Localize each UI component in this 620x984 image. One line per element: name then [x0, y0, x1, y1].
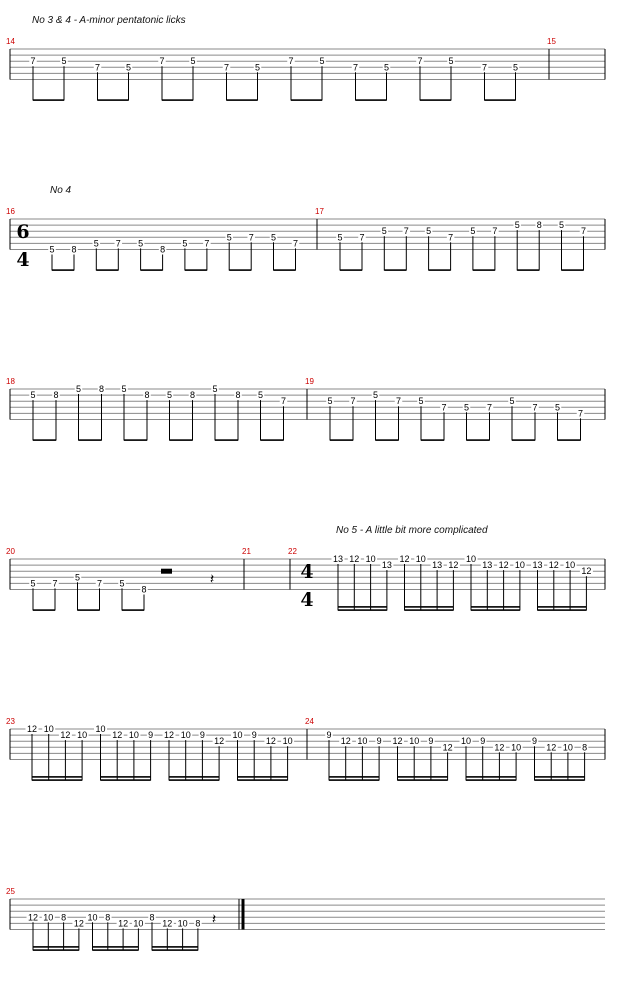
fret-number: 12: [442, 742, 453, 753]
fret-number: 5: [74, 572, 81, 583]
fret-number: 7: [403, 226, 409, 237]
measure-number: 19: [305, 377, 314, 386]
beam: [512, 439, 535, 441]
fret-number: 5: [509, 396, 515, 407]
fret-number: 10: [409, 736, 420, 747]
fret-number: 5: [30, 578, 36, 589]
beam: [227, 99, 258, 101]
fret-number: 7: [159, 56, 165, 67]
beam: [170, 439, 193, 441]
measure-number: 14: [6, 37, 15, 46]
beam: [558, 439, 581, 441]
fret-number: 9: [326, 730, 332, 741]
fret-number: 10: [565, 560, 576, 571]
fret-number: 5: [212, 384, 218, 394]
beam: [473, 269, 495, 271]
fret-number: 5: [514, 220, 520, 231]
fret-number: 5: [463, 402, 470, 413]
beam: [398, 776, 448, 778]
fret-number: 8: [98, 384, 105, 394]
beam: [340, 269, 362, 271]
fret-number: 8: [149, 912, 155, 923]
fret-number: 12: [392, 736, 403, 747]
beam: [405, 606, 454, 608]
beam: [420, 99, 451, 101]
fret-number: 5: [512, 62, 519, 73]
fret-number: 8: [144, 390, 150, 401]
fret-number: 9: [428, 736, 434, 747]
fret-number: 7: [350, 396, 356, 407]
fret-number: 5: [119, 578, 125, 589]
fret-number: 12: [498, 560, 509, 571]
fret-number: 5: [554, 402, 561, 413]
fret-number: 9: [531, 736, 538, 747]
fret-number: 10: [365, 554, 376, 564]
fret-number: 8: [53, 390, 59, 401]
fret-number: 5: [190, 56, 196, 67]
beam: [562, 269, 584, 271]
beam: [101, 776, 151, 778]
beam: [32, 776, 82, 778]
fret-number: 12: [548, 560, 559, 571]
fret-number: 9: [199, 730, 205, 741]
fret-number: 8: [195, 918, 201, 929]
fret-number: 12: [340, 736, 351, 747]
fret-number: 12: [214, 736, 225, 747]
fret-number: 5: [418, 396, 424, 407]
beam: [52, 269, 74, 271]
beam: [32, 779, 82, 781]
time-signature-bottom: 4: [300, 589, 314, 611]
fret-number: 5: [75, 384, 82, 394]
beam: [152, 946, 198, 948]
beam: [33, 439, 56, 441]
beam: [79, 439, 102, 441]
fret-number: 8: [582, 742, 588, 753]
fret-number: 7: [395, 396, 402, 407]
time-signature-top: 4: [300, 561, 314, 583]
beam: [466, 776, 516, 778]
annotation-no3-4: No 3 & 4 - A-minor pentatonic licks: [32, 15, 186, 26]
beam: [429, 269, 451, 271]
measure-number: 20: [6, 547, 15, 556]
fret-number: 12: [118, 918, 129, 929]
fret-number: 10: [77, 730, 88, 741]
beam: [98, 99, 129, 101]
beam: [330, 439, 353, 441]
fret-number: 5: [383, 62, 390, 73]
beam: [93, 949, 139, 951]
beam: [96, 269, 118, 271]
beam: [535, 779, 585, 781]
fret-number: 10: [133, 918, 144, 929]
measure-number: 22: [288, 547, 297, 556]
fret-number: 7: [352, 62, 359, 73]
fret-number: 5: [182, 238, 188, 249]
fret-number: 12: [546, 742, 557, 753]
beam: [384, 269, 406, 271]
fret-number: 10: [232, 730, 243, 741]
fret-number: 5: [558, 220, 565, 231]
fret-number: 7: [481, 62, 488, 73]
beam: [124, 439, 147, 441]
fret-number: 7: [577, 408, 584, 419]
fret-number: 7: [486, 402, 493, 413]
fret-number: 5: [372, 390, 379, 401]
beam: [33, 946, 79, 948]
beam: [356, 99, 387, 101]
measure-number: 25: [6, 887, 15, 896]
fret-number: 10: [43, 724, 54, 734]
fret-number: 12: [448, 560, 459, 571]
beam: [466, 779, 516, 781]
fret-number: 12: [73, 918, 84, 929]
beam: [162, 99, 193, 101]
fret-number: 12: [265, 736, 276, 747]
fret-number: 5: [426, 226, 432, 237]
fret-number: 12: [349, 554, 360, 564]
fret-number: 5: [93, 238, 99, 249]
beam: [467, 439, 490, 441]
beam: [274, 269, 296, 271]
beam: [471, 609, 520, 611]
fret-number: 8: [235, 390, 241, 401]
fret-number: 5: [226, 232, 232, 243]
beam: [329, 776, 379, 778]
fret-number: 10: [180, 730, 191, 741]
beam: [535, 776, 585, 778]
fret-number: 12: [162, 918, 173, 929]
beam: [238, 776, 288, 778]
measure-number: 23: [6, 717, 15, 726]
beam: [398, 779, 448, 781]
fret-number: 12: [112, 730, 123, 741]
fret-number: 7: [248, 232, 254, 243]
beam: [329, 779, 379, 781]
measure-number: 24: [305, 717, 314, 726]
fret-number: 13: [381, 560, 392, 571]
beam: [169, 779, 219, 781]
fret-number: 8: [160, 244, 166, 255]
fret-number: 13: [332, 554, 344, 564]
beam: [376, 439, 399, 441]
beam: [485, 99, 516, 101]
fret-number: 7: [448, 232, 454, 243]
fret-number: 8: [61, 912, 67, 923]
beam: [538, 609, 587, 611]
fret-number: 8: [536, 220, 542, 231]
fret-number: 7: [204, 238, 210, 249]
fret-number: 5: [448, 56, 454, 67]
beam: [517, 269, 539, 271]
fret-number: 13: [432, 560, 443, 571]
fret-number: 10: [415, 554, 426, 564]
fret-number: 8: [141, 584, 147, 595]
fret-number: 5: [166, 390, 173, 401]
fret-number: 5: [470, 226, 476, 237]
fret-number: 12: [60, 730, 71, 741]
fret-number: 7: [52, 578, 58, 589]
fret-number: 7: [492, 226, 498, 237]
fret-number: 5: [337, 232, 343, 243]
final-barline-thick: [242, 899, 245, 930]
fret-number: 7: [94, 62, 101, 73]
fret-number: 5: [257, 390, 264, 401]
fret-number: 12: [399, 554, 410, 564]
fret-number: 10: [43, 912, 54, 923]
beam: [101, 779, 151, 781]
fret-number: 5: [270, 232, 277, 243]
beam: [338, 609, 387, 611]
fret-number: 13: [532, 560, 543, 571]
fret-number: 10: [177, 918, 188, 929]
fret-number: 9: [148, 730, 154, 741]
measure-number: 17: [315, 207, 324, 216]
fret-number: 9: [251, 730, 257, 741]
fret-number: 9: [480, 736, 486, 747]
fret-number: 8: [189, 390, 196, 401]
beam: [93, 946, 139, 948]
fret-number: 10: [357, 736, 368, 747]
fret-number: 7: [280, 396, 287, 407]
fret-number: 7: [580, 226, 587, 237]
fret-number: 10: [514, 560, 525, 571]
beam: [238, 779, 288, 781]
fret-number: 12: [26, 724, 38, 734]
beam: [185, 269, 207, 271]
fret-number: 7: [96, 578, 103, 589]
fret-number: 12: [581, 566, 592, 577]
beam: [471, 606, 520, 608]
beam: [405, 609, 454, 611]
beam: [33, 949, 79, 951]
beam: [291, 99, 322, 101]
measure-number: 16: [6, 207, 15, 216]
fret-number: 10: [87, 912, 98, 923]
beam: [141, 269, 163, 271]
fret-number: 9: [376, 736, 382, 747]
time-signature-top: 6: [16, 221, 30, 243]
fret-number: 7: [359, 232, 365, 243]
fret-number: 7: [292, 238, 299, 249]
fret-number: 12: [27, 912, 39, 923]
fret-number: 5: [61, 56, 67, 67]
fret-number: 10: [511, 742, 522, 753]
beam: [122, 609, 144, 611]
fret-number: 5: [381, 226, 387, 237]
measure-number: 21: [242, 547, 251, 556]
fret-number: 10: [460, 736, 472, 747]
fret-number: 12: [494, 742, 505, 753]
annotation-no5: No 5 - A little bit more complicated: [336, 525, 488, 536]
fret-number: 7: [532, 402, 538, 413]
fret-number: 10: [282, 736, 293, 747]
fret-number: 7: [115, 238, 121, 249]
annotation-no4: No 4: [50, 185, 72, 196]
beam: [538, 606, 587, 608]
fret-number: 5: [327, 396, 333, 407]
half-rest: [161, 569, 172, 574]
fret-number: 13: [482, 560, 493, 571]
fret-number: 10: [562, 742, 573, 753]
fret-number: 5: [30, 390, 36, 401]
beam: [261, 439, 284, 441]
beam: [169, 776, 219, 778]
fret-number: 5: [49, 244, 55, 255]
beam: [215, 439, 238, 441]
fret-number: 7: [417, 56, 423, 67]
measure-number: 18: [6, 377, 15, 386]
fret-number: 5: [319, 56, 325, 67]
fret-number: 8: [71, 244, 77, 255]
quarter-rest: 𝄽: [209, 571, 215, 588]
beam: [33, 609, 55, 611]
quarter-rest: 𝄽: [211, 911, 217, 928]
beam: [229, 269, 251, 271]
fret-number: 7: [223, 62, 230, 73]
fret-number: 10: [128, 730, 139, 741]
beam: [421, 439, 444, 441]
fret-number: 5: [121, 384, 127, 394]
fret-number: 10: [95, 724, 106, 734]
time-signature-bottom: 4: [16, 249, 30, 271]
measure-number: 15: [547, 37, 556, 46]
beam: [338, 606, 387, 608]
fret-number: 10: [465, 554, 477, 564]
fret-number: 7: [288, 56, 294, 67]
beam: [78, 609, 100, 611]
fret-number: 5: [138, 238, 144, 249]
fret-number: 5: [125, 62, 132, 73]
fret-number: 12: [163, 730, 175, 741]
beam: [152, 949, 198, 951]
beam: [33, 99, 64, 101]
fret-number: 7: [30, 56, 36, 67]
fret-number: 7: [441, 402, 447, 413]
fret-number: 5: [254, 62, 261, 73]
fret-number: 8: [105, 912, 111, 923]
